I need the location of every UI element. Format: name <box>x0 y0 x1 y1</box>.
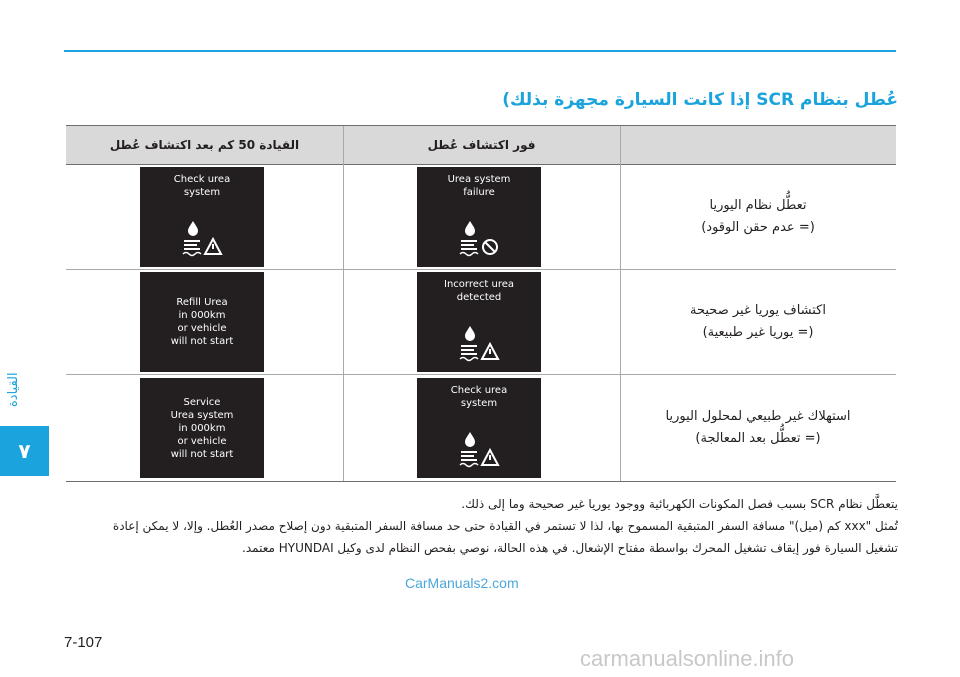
urea-warning-icon <box>458 430 500 468</box>
row-description-note: (= تعطُّل بعد المعالجة) <box>695 431 821 446</box>
body-paragraph-line: تُمثل "xxx كم (ميل)" مسافة السفر المتبقية المسموح بها، لذا لا تستمر في القيادة حتى حد مسافة السفر المتبقية دون إصلاح مصدر العُطل. وإلا، لا يمكن إعادة <box>112 519 898 533</box>
header-after-50km: القيادة 50 كم بعد اكتشاف عُطل <box>109 138 300 152</box>
row-description-line: استهلاك غير طبيعي لمحلول اليوريا <box>665 409 851 424</box>
table-row <box>66 270 896 375</box>
cluster-message-panel <box>140 167 264 267</box>
chapter-tab[interactable]: ٧ <box>0 426 49 476</box>
section-title: عُطل بنظام SCR إذا كانت السيارة مجهزة بذلك) <box>502 90 898 110</box>
cluster-message-text: Service Urea system in 000km or vehicle will not start <box>170 396 234 460</box>
header-immediately: فور اكتشاف عُطل <box>427 138 536 152</box>
row-description-note: (= يوريا غير طبيعية) <box>702 325 814 340</box>
site-watermark[interactable]: CarManuals2.com <box>405 575 519 591</box>
chapter-label: القيادة <box>6 372 21 408</box>
footer-watermark[interactable]: carmanualsonline.info <box>580 646 795 671</box>
urea-warning-icon <box>458 324 500 362</box>
scr-fault-table <box>66 125 896 482</box>
cluster-message-text: Refill Urea in 000km or vehicle will not start <box>170 297 234 347</box>
cluster-message-panel <box>140 378 264 478</box>
body-paragraph-line: يتعطَّل نظام SCR بسبب فصل المكونات الكهربائية ووجود يوريا غير صحيحة وما إلى ذلك. <box>461 497 898 511</box>
page-number: 7-107 <box>64 634 103 651</box>
row-description <box>620 270 896 374</box>
row-description <box>620 165 896 269</box>
table-row <box>66 165 896 270</box>
cluster-message-panel <box>417 378 541 478</box>
row-description <box>620 375 896 481</box>
cluster-message-text: Urea system failure <box>447 174 511 198</box>
urea-prohibited-icon <box>458 219 500 257</box>
row-description-note: (= عدم حقن الوقود) <box>701 220 815 235</box>
cluster-message-text: Check urea system <box>173 174 231 198</box>
cluster-message-text: Incorrect urea detected <box>444 279 514 303</box>
cluster-message-panel <box>140 272 264 372</box>
cluster-message-panel <box>417 272 541 372</box>
body-paragraph-line: تشغيل السيارة فور إيقاف تشغيل المحرك بواسطة مفتاح الإشعال. في هذه الحالة، نوصي بفحص النظام لدى وكيل HYUNDAI معتمد. <box>242 541 898 555</box>
row-description-line: تعطُّل نظام اليوريا <box>709 198 807 213</box>
table-row <box>66 375 896 481</box>
table-header <box>66 126 896 165</box>
cluster-message-panel <box>417 167 541 267</box>
urea-warning-icon <box>181 219 223 257</box>
row-description-line: اكتشاف يوريا غير صحيحة <box>690 303 826 318</box>
header-condition <box>620 126 896 164</box>
cluster-message-text: Check urea system <box>450 385 508 409</box>
header-rule <box>64 50 896 52</box>
